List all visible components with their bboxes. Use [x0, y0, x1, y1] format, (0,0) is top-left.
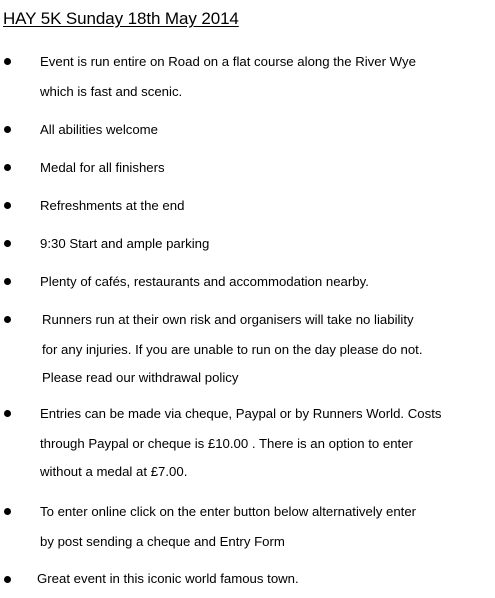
list-item-text: without a medal at £7.00. — [40, 464, 188, 479]
bullet-icon — [4, 508, 11, 515]
list-item-text: by post sending a cheque and Entry Form — [40, 534, 285, 549]
page-title: HAY 5K Sunday 18th May 2014 — [3, 9, 239, 28]
list-item-text: Great event in this iconic world famous town. — [37, 571, 299, 586]
list-item-text: Medal for all finishers — [40, 160, 165, 175]
list-item-text: 9:30 Start and ample parking — [40, 236, 210, 251]
list-item-text: To enter online click on the enter button below alternatively enter — [40, 504, 417, 519]
list-item-text: Plenty of cafés, restaurants and accommodation nearby. — [40, 274, 369, 289]
list-item-text: Entries can be made via cheque, Paypal or by Runners World. Costs — [40, 406, 442, 421]
bullet-icon — [4, 202, 11, 209]
list-item-text: Event is run entire on Road on a flat course along the River Wye — [40, 54, 416, 69]
bullet-icon — [4, 576, 11, 583]
bullet-icon — [4, 58, 11, 65]
bullet-icon — [4, 278, 11, 285]
bullet-icon — [4, 164, 11, 171]
list-item-text: through Paypal or cheque is £10.00 . There is an option to enter — [40, 436, 413, 451]
list-item-text: for any injuries. If you are unable to run on the day please do not. — [42, 342, 423, 357]
bullet-icon — [4, 126, 11, 133]
bullet-icon — [4, 316, 11, 323]
list-item-text: Runners run at their own risk and organisers will take no liability — [42, 312, 414, 327]
list-item-text: which is fast and scenic. — [40, 84, 183, 99]
list-item-text: Please read our withdrawal policy — [42, 370, 239, 385]
list-item-text: Refreshments at the end — [40, 198, 185, 213]
bullet-icon — [4, 410, 11, 417]
list-item-text: All abilities welcome — [40, 122, 158, 137]
bullet-icon — [4, 240, 11, 247]
